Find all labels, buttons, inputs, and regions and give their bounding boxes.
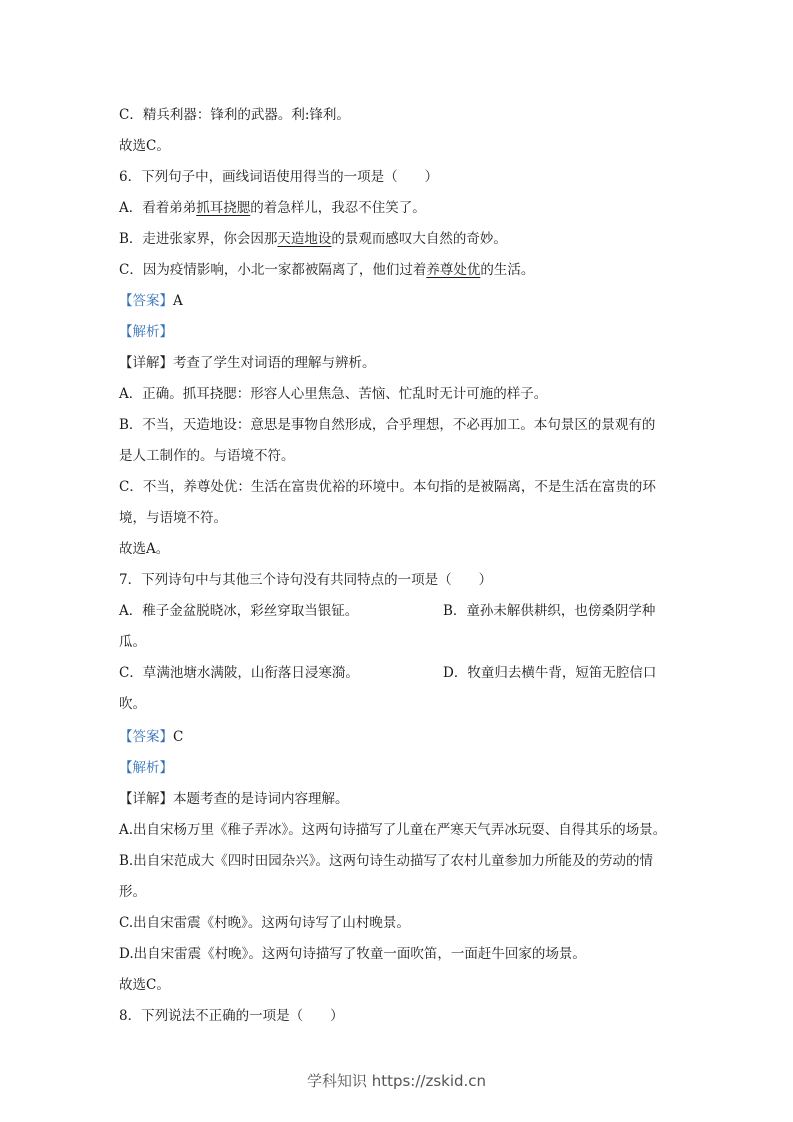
explanation-line: 是人工制作的。与语境不符。	[119, 448, 295, 464]
option-text: 的景观而感叹大自然的奇妙。	[331, 231, 507, 247]
answer-value: A	[173, 293, 183, 309]
explanation-line: A.出自宋杨万里《稚子弄冰》。这两句诗描写了儿童在严寒天气弄冰玩耍、自得其乐的场景。	[119, 822, 667, 838]
question-7-option-b: B．童孙未解供耕织，也傍桑阴学种	[443, 603, 656, 619]
explanation-line: C.出自宋雷震《村晚》。这两句诗写了山村晚景。	[119, 915, 410, 931]
answer-tag: 【答案】	[119, 293, 173, 309]
question-7-option-d-cont: 吹。	[119, 696, 146, 712]
question-6-detail	[119, 354, 376, 372]
question-7-option-d: D．牧童归去横牛背，短笛无腔信口	[443, 665, 657, 681]
explanation-line: B.出自宋范成大《四时田园杂兴》。这两句诗生动描写了农村儿童参加力所能及的劳动的情	[119, 853, 653, 869]
conclusion-line: 故选C。	[119, 977, 170, 993]
question-6-option-c	[119, 261, 534, 279]
answer-value: C	[173, 729, 184, 745]
underlined-phrase: 养尊处优	[426, 262, 481, 278]
option-text: C．因为疫情影响，小北一家都被隔离了，他们过着	[119, 262, 427, 278]
explanation-line: B．不当，天造地设：意思是事物自然形成，合乎理想，不必再加工。本句景区的景观有的	[119, 417, 656, 433]
conclusion-line: 故选A。	[119, 541, 170, 557]
detail-tag: 【详解】	[119, 355, 173, 371]
detail-tag: 【详解】	[119, 791, 173, 807]
question-7-option-c: C．草满池塘水满陂，山衔落日浸寒漪。	[119, 665, 359, 681]
text-line: C．精兵利器：锋利的武器。利:锋利。	[119, 107, 350, 123]
underlined-phrase: 抓耳挠腮	[196, 200, 251, 216]
option-text: 的着急样儿，我忍不住笑了。	[250, 200, 426, 216]
answer-tag: 【答案】	[119, 729, 173, 745]
explanation-line: 境，与语境不符。	[119, 510, 227, 526]
analysis-tag: 【解析】	[119, 760, 173, 776]
question-6-option-b	[119, 230, 507, 248]
question-7-detail	[119, 790, 349, 808]
question-6-option-a	[119, 199, 426, 217]
option-text: A．看着弟弟	[119, 200, 197, 216]
question-7-option-b-cont: 瓜。	[119, 634, 146, 650]
option-text: B．走进张家界，你会因那	[119, 231, 278, 247]
explanation-line: C．不当，养尊处优：生活在富贵优裕的环境中。本句指的是被隔离，不是生活在富贵的环	[119, 479, 656, 495]
analysis-tag: 【解析】	[119, 324, 173, 340]
option-text: 的生活。	[480, 262, 535, 278]
question-7-stem: 7．下列诗句中与其他三个诗句没有共同特点的一项是（ ）	[119, 572, 493, 588]
page-footer: 学科知识 https://zskid.cn	[306, 1072, 487, 1090]
underlined-phrase: 天造地设	[277, 231, 332, 247]
detail-text: 本题考查的是诗词内容理解。	[173, 791, 349, 807]
detail-text: 考查了学生对词语的理解与辨析。	[173, 355, 376, 371]
explanation-line: D.出自宋雷震《村晚》。这两句诗描写了牧童一面吹笛，一面赶牛回家的场景。	[119, 946, 586, 962]
question-6-stem: 6．下列句子中，画线词语使用得当的一项是（ ）	[119, 169, 439, 185]
question-7-answer	[119, 728, 183, 746]
explanation-line: 形。	[119, 884, 146, 900]
text-line: 故选C。	[119, 138, 170, 154]
question-6-answer	[119, 292, 183, 310]
question-7-option-a: A．稚子金盆脱晓冰，彩丝穿取当银钲。	[119, 603, 359, 619]
explanation-line: A．正确。抓耳挠腮：形容人心里焦急、苦恼、忙乱时无计可施的样子。	[119, 386, 548, 402]
question-8-stem: 8．下列说法不正确的一项是（ ）	[119, 1008, 344, 1024]
